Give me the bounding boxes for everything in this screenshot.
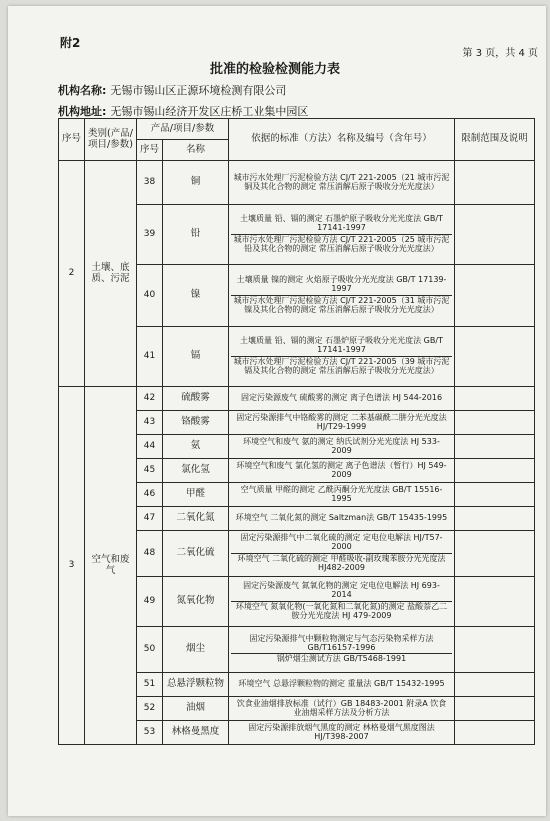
standard-cell <box>229 435 455 459</box>
item-name: 油烟 <box>163 697 229 721</box>
limit-cell <box>455 627 535 673</box>
header-item-name: 名称 <box>163 140 229 161</box>
item-seq: 52 <box>137 697 163 721</box>
item-seq: 39 <box>137 205 163 265</box>
item-seq: 53 <box>137 721 163 745</box>
limit-cell <box>455 697 535 721</box>
org-name-line <box>58 82 286 98</box>
group-seq: 2 <box>59 161 85 387</box>
capability-table <box>58 118 535 745</box>
standard-cell <box>229 483 455 507</box>
item-seq: 42 <box>137 387 163 411</box>
limit-cell <box>455 387 535 411</box>
standard-text: 固定污染源排气中颗粒物测定与气态污染物采样方法 GB/T16157-1996 <box>249 633 434 652</box>
limit-cell <box>455 673 535 697</box>
standard-cell <box>229 627 455 673</box>
header-item-seq: 序号 <box>137 140 163 161</box>
standard-cell <box>229 577 455 627</box>
standard-cell <box>229 161 455 205</box>
standard-text: 城市污水处理厂污泥检验方法 CJ/T 221-2005（31 城市污泥 镍及其化合物的测定 常压消解后原子吸收分光光度法） <box>231 295 452 316</box>
group-category: 空气和废气 <box>85 387 137 745</box>
limit-cell <box>455 721 535 745</box>
item-name: 氯化氢 <box>163 459 229 483</box>
item-seq: 49 <box>137 577 163 627</box>
item-name: 铬酸雾 <box>163 411 229 435</box>
item-name: 铅 <box>163 205 229 265</box>
standard-text: 环境空气和废气 氯化氢的测定 离子色谱法（暂行）HJ 549-2009 <box>236 460 447 479</box>
standard-cell <box>229 327 455 387</box>
item-name: 铜 <box>163 161 229 205</box>
item-name: 二氧化氮 <box>163 507 229 531</box>
standard-text: 固定污染源排气中二氧化硫的测定 定电位电解法 HJ/T57-2000 <box>240 533 443 552</box>
standard-text: 土壤质量 镍的测定 火焰原子吸收分光光度法 GB/T 17139-1997 <box>236 275 447 294</box>
header-category: 类别(产品/项目/参数) <box>85 119 137 161</box>
standard-cell <box>229 411 455 435</box>
standard-text: 固定污染源排气中铬酸雾的测定 二苯基碳酰二肼分光光度法 HJ/T29-1999 <box>236 412 447 431</box>
standard-text: 城市污水处理厂污泥检验方法 CJ/T 221-2005（21 城市污泥 铜及其化合物的测定 常压消解后原子吸收分光光度法） <box>233 172 450 191</box>
table-row <box>59 387 535 411</box>
standard-text: 土壤质量 铅、镉的测定 石墨炉原子吸收分光光度法 GB/T 17141-1997 <box>240 336 443 355</box>
item-name: 硫酸雾 <box>163 387 229 411</box>
item-name: 甲醛 <box>163 483 229 507</box>
header-limit: 限制范围及说明 <box>455 119 535 161</box>
limit-cell <box>455 327 535 387</box>
item-name: 氨 <box>163 435 229 459</box>
standard-text: 环境空气 总悬浮颗粒物的测定 重量法 GB/T 15432-1995 <box>238 679 445 689</box>
standard-cell <box>229 697 455 721</box>
item-seq: 43 <box>137 411 163 435</box>
item-name: 总悬浮颗粒物 <box>163 673 229 697</box>
item-name: 烟尘 <box>163 627 229 673</box>
item-seq: 47 <box>137 507 163 531</box>
standard-text: 环境空气 氮氧化物(一氧化氮和二氧化氮)的测定 盐酸萘乙二胺分光光度法 HJ 479-2009 <box>231 601 452 622</box>
table-row <box>59 161 535 205</box>
standard-cell <box>229 205 455 265</box>
limit-cell <box>455 411 535 435</box>
limit-cell <box>455 577 535 627</box>
limit-cell <box>455 265 535 327</box>
item-seq: 40 <box>137 265 163 327</box>
standard-text: 固定污染源排放烟气黑度的测定 林格曼烟气黑度图法 HJ/T398-2007 <box>248 722 435 741</box>
table-body <box>59 161 535 745</box>
standard-text: 固定污染源废气 氮氧化物的测定 定电位电解法 HJ 693-2014 <box>243 581 440 600</box>
group-seq: 3 <box>59 387 85 745</box>
limit-cell <box>455 435 535 459</box>
item-seq: 50 <box>137 627 163 673</box>
org-name-label: 机构名称: <box>58 84 107 97</box>
item-name: 镍 <box>163 265 229 327</box>
header-seq: 序号 <box>59 119 85 161</box>
standard-cell <box>229 387 455 411</box>
header-product-group: 产品/项目/参数 <box>137 119 229 140</box>
item-name: 二氧化硫 <box>163 531 229 577</box>
org-address-line <box>58 103 308 119</box>
standard-cell <box>229 265 455 327</box>
standard-text: 锅炉烟尘测试方法 GB/T5468-1991 <box>231 653 452 665</box>
standard-text: 环境空气 二氧化硫的测定 甲醛吸收-副玫瑰苯胺分光光度法 HJ482-2009 <box>231 553 452 574</box>
header-standard: 依据的标准（方法）名称及编号（含年号） <box>229 119 455 161</box>
limit-cell <box>455 531 535 577</box>
limit-cell <box>455 507 535 531</box>
standard-cell <box>229 721 455 745</box>
standard-text: 饮食业油烟排放标准（试行）GB 18483-2001 附录A 饮食业油烟采样方法及分析方法 <box>236 698 447 717</box>
item-name: 镉 <box>163 327 229 387</box>
item-seq: 45 <box>137 459 163 483</box>
group-category: 土壤、底质、污泥 <box>85 161 137 387</box>
standard-text: 土壤质量 铅、镉的测定 石墨炉原子吸收分光光度法 GB/T 17141-1997 <box>240 214 443 233</box>
item-seq: 44 <box>137 435 163 459</box>
org-address-label: 机构地址: <box>58 105 107 118</box>
org-address: 无锡市锡山经济开发区庄桥工业集中园区 <box>110 105 309 118</box>
standard-cell <box>229 459 455 483</box>
standard-text: 固定污染源废气 硫酸雾的测定 离子色谱法 HJ 544-2016 <box>240 393 443 403</box>
page-title: 批准的检验检测能力表 <box>209 62 340 77</box>
limit-cell <box>455 459 535 483</box>
limit-cell <box>455 205 535 265</box>
attachment-label: 附2 <box>60 36 81 50</box>
standard-text: 城市污水处理厂污泥检验方法 CJ/T 221-2005（25 城市污泥 铅及其化合物的测定 常压消解后原子吸收分光光度法） <box>231 234 452 255</box>
standard-text: 环境空气 二氧化氮的测定 Saltzman法 GB/T 15435-1995 <box>235 513 448 523</box>
item-seq: 48 <box>137 531 163 577</box>
item-seq: 51 <box>137 673 163 697</box>
item-seq: 41 <box>137 327 163 387</box>
standard-text: 空气质量 甲醛的测定 乙酰丙酮分光光度法 GB/T 15516-1995 <box>240 484 443 503</box>
item-seq: 46 <box>137 483 163 507</box>
limit-cell <box>455 483 535 507</box>
standard-text: 城市污水处理厂污泥检验方法 CJ/T 221-2005（39 城市污泥 镉及其化合物的测定 常压消解后原子吸收分光光度法） <box>231 356 452 377</box>
standard-cell <box>229 673 455 697</box>
limit-cell <box>455 161 535 205</box>
page-info: 第 3 页，共 4 页 <box>462 48 538 59</box>
item-name: 林格曼黑度 <box>163 721 229 745</box>
item-name: 氮氧化物 <box>163 577 229 627</box>
item-seq: 38 <box>137 161 163 205</box>
standard-cell <box>229 507 455 531</box>
org-name: 无锡市锡山区正源环境检测有限公司 <box>110 84 287 97</box>
standard-text: 环境空气和废气 氨的测定 纳氏试剂分光光度法 HJ 533-2009 <box>243 436 440 455</box>
standard-cell <box>229 531 455 577</box>
